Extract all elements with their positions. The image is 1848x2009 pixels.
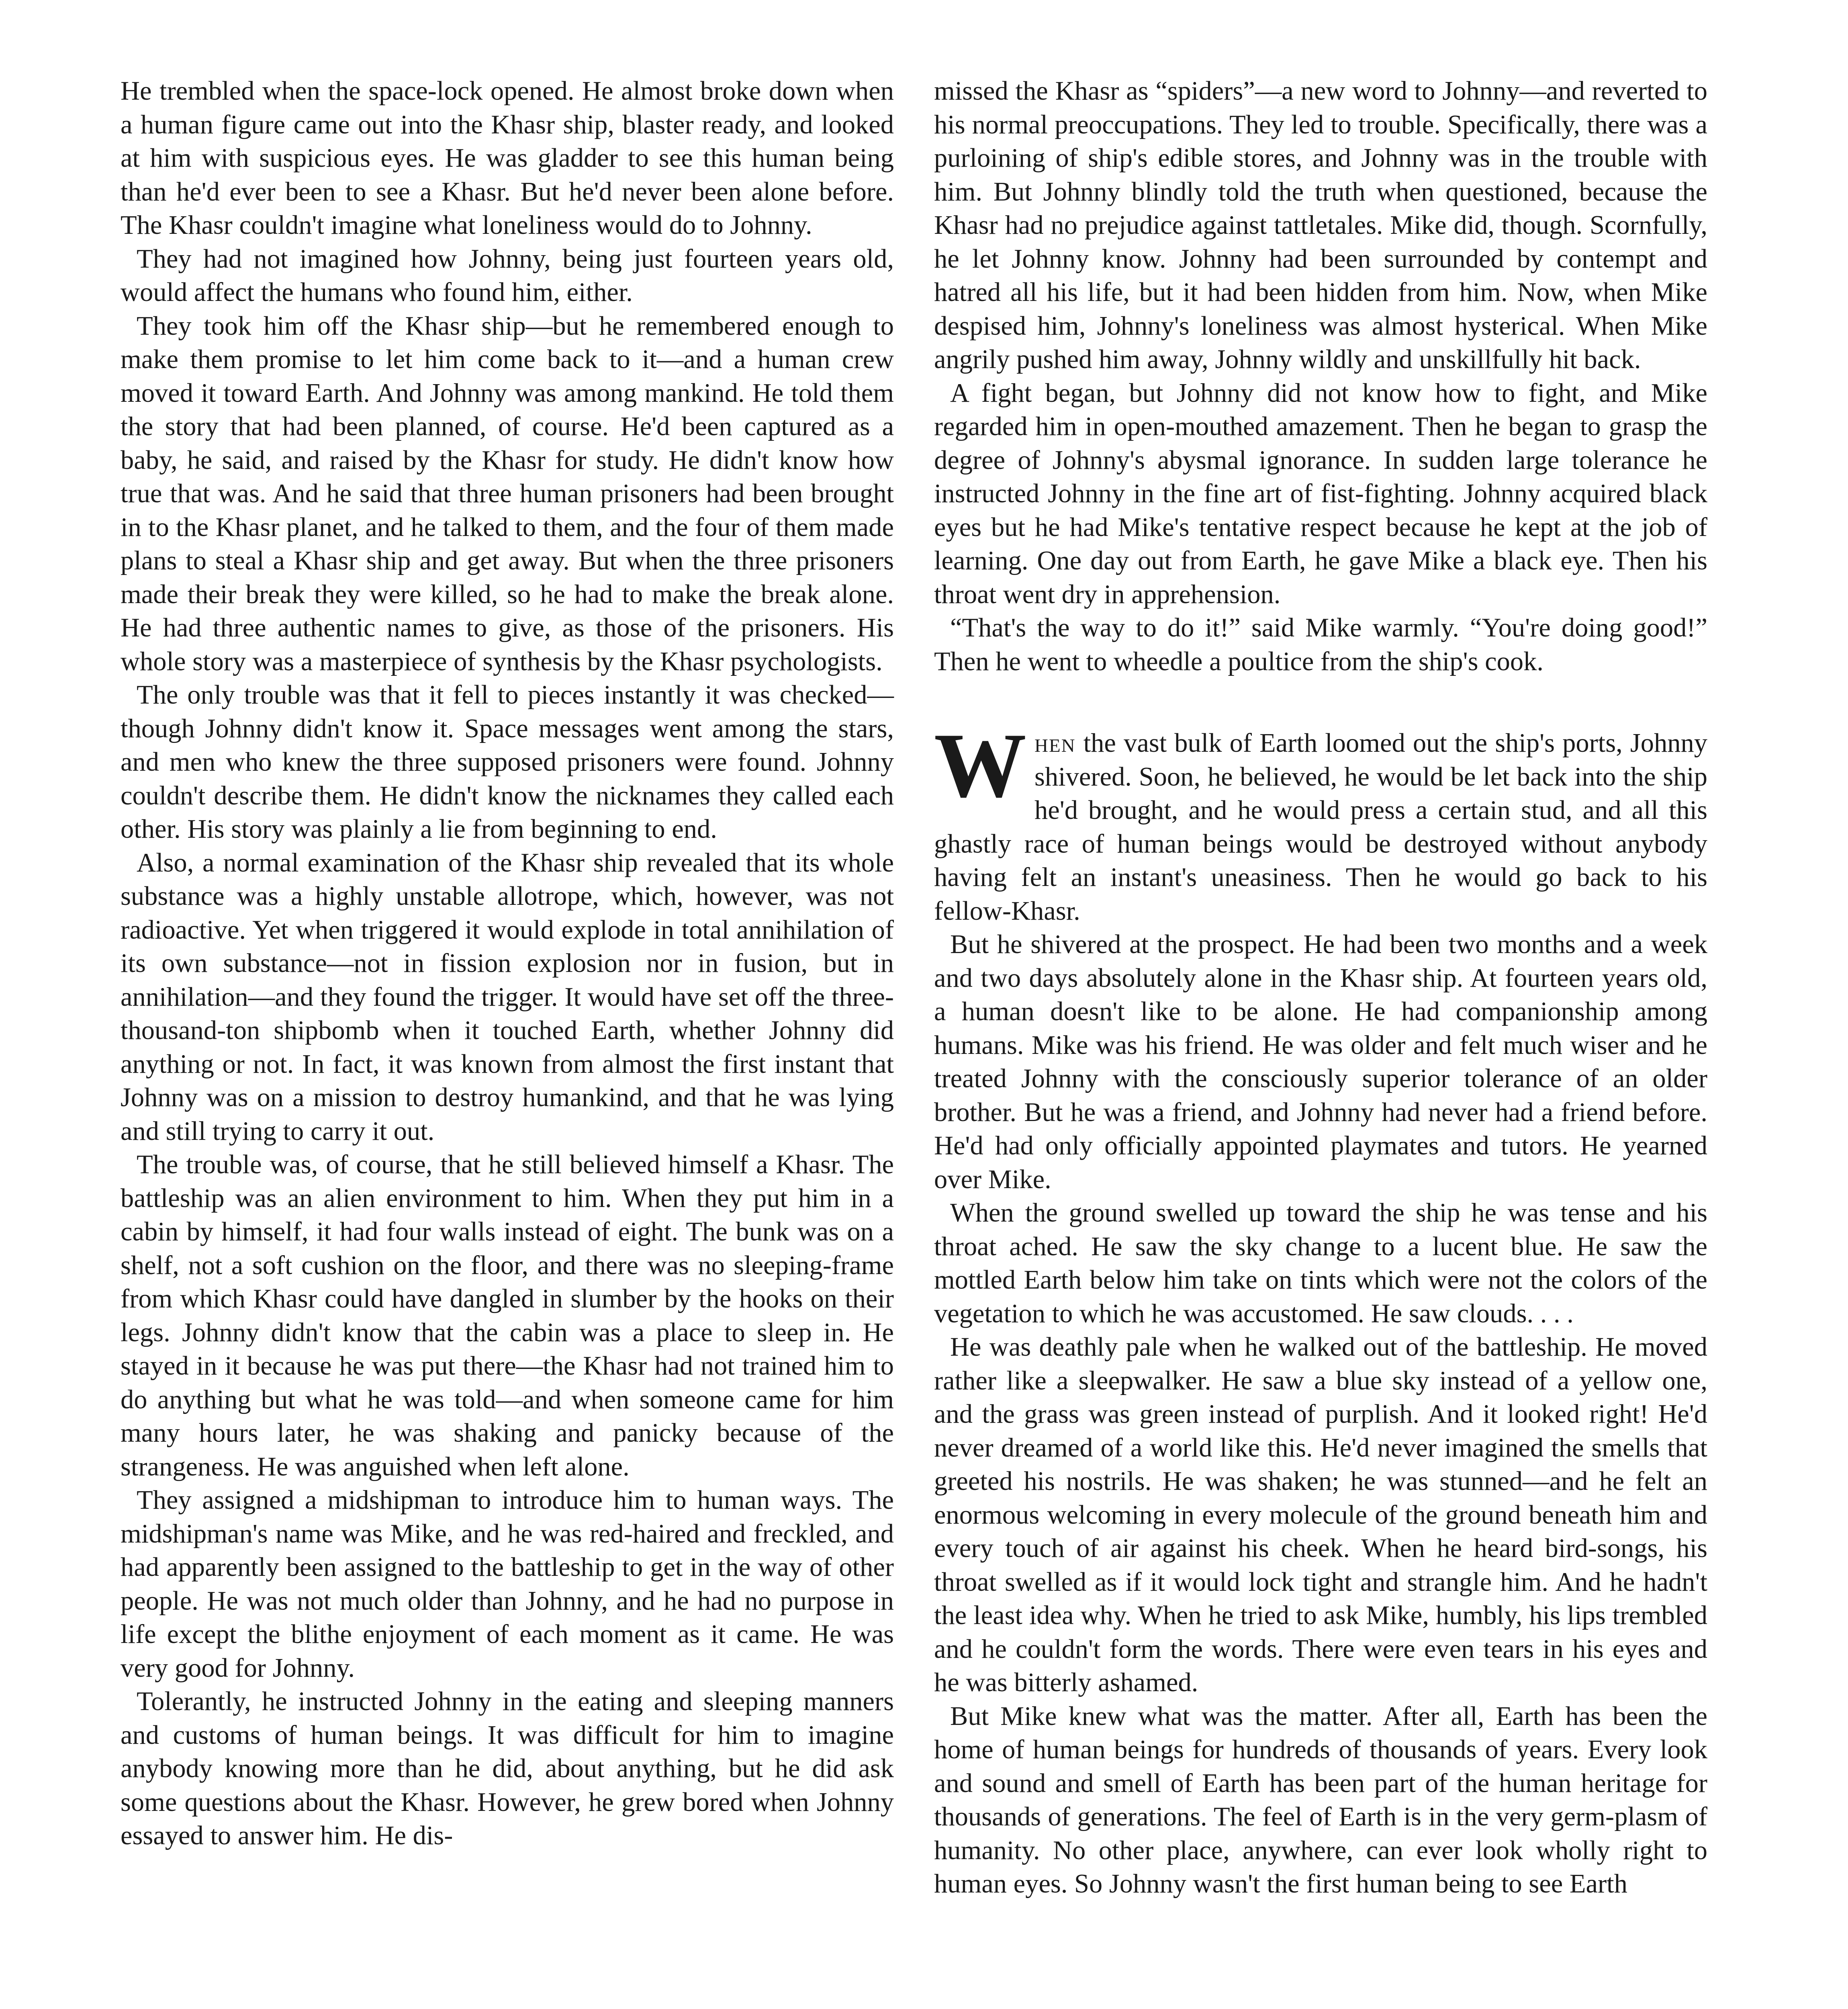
- paragraph: Also, a normal examination of the Khasr ship revealed that its whole substance was a highly unstable allotrope, which, however, was not radioactive. Yet when triggered it would explode in total annihilation of its own substance—not in fission explosion nor in fusion, but in annihilation—and they found the trigger. It would have set off the three-thousand-ton shipbomb when it touched Earth, whether Johnny did anything or not. In fact, it was known from almost the first instant that Johnny was on a mission to destroy humankind, and that he was lying and still trying to carry it out.: [121, 848, 894, 1146]
- section-break: [934, 678, 1707, 726]
- paragraph: But he shivered at the prospect. He had been two months and a week and two days absolutely alone in the Khasr ship. At fourteen years old, a human doesn't like to be alone. He had companionship among humans. Mike was his friend. He was older and felt much wiser and he treated Johnny with the consciously superior tolerance of an older brother. But he was a friend, and Johnny had never had a friend before. He'd had only officially appointed playmates and tutors. He yearned over Mike.: [934, 930, 1707, 1194]
- paragraph: Tolerantly, he instructed Johnny in the eating and sleeping manners and customs of human beings. It was difficult for him to imagine anybody knowing more than he did, about anything, but he did ask some questions about the Khasr. However, he grew bored when Johnny essayed to answer him. He dis-: [121, 1687, 894, 1850]
- left-column: [121, 74, 894, 1853]
- paragraph: They had not imagined how Johnny, being just fourteen years old, would affect the humans who found him, either.: [121, 244, 894, 307]
- paragraph: The trouble was, of course, that he still believed himself a Khasr. The battleship was an alien environment to him. When they put him in a cabin by himself, it had four walls instead of eight. The bunk was on a shelf, not a soft cushion on the floor, and there was no sleeping-frame from which Khasr could have dangled in slumber by the hooks on their legs. Johnny didn't know that the cabin was a place to sleep in. He stayed in it because he was put there—the Khasr had not trained him to do anything but what he was told—and when someone came for him many hours later, he was shaking and panicky because of the strangeness. He was anguished when left alone.: [121, 1150, 894, 1481]
- right-column: [934, 74, 1707, 1901]
- paragraph: The only trouble was that it fell to pieces instantly it was checked—though Johnny didn't know it. Space messages went among the stars, and men who knew the three supposed prisoners were found. Johnny couldn't describe them. He didn't know the nicknames they called each other. His story was plainly a lie from beginning to end.: [121, 680, 894, 844]
- paragraph: “That's the way to do it!” said Mike warmly. “You're doing good!” Then he went to wheedle a poultice from the ship's cook.: [934, 613, 1707, 676]
- dropcap-paragraph-text: the vast bulk of Earth loomed out the ship's ports, Johnny shivered. Soon, he believed, he would be let back into the ship he'd brought, and he would press a certain stud, and all this ghastly race of human beings would be destroyed without anybody having felt an instant's uneasiness. Then he would go back to his fellow-Khasr.: [934, 728, 1707, 926]
- drop-cap-letter: W: [934, 714, 1026, 816]
- paragraph: A fight began, but Johnny did not know how to fight, and Mike regarded him in open-mouthed amazement. Then he began to grasp the degree of Johnny's abysmal ignorance. In sudden large tolerance he instructed Johnny in the fine art of fist-fighting. Johnny acquired black eyes but he had Mike's tentative respect because he kept at the job of learning. One day out from Earth, he gave Mike a black eye. Then his throat went dry in apprehension.: [934, 378, 1707, 609]
- small-caps-lead: hen: [1034, 728, 1076, 758]
- paragraph: He was deathly pale when he walked out of the battleship. He moved rather like a sleepwalker. He saw a blue sky instead of a yellow one, and the grass was green instead of purplish. And it looked right! He'd never dreamed of a world like this. He'd never imagined the smells that greeted his nostrils. He was shaken; he was stunned—and he felt an enormous welcoming in every molecule of the ground beneath him and every touch of air against his cheek. When he heard bird-songs, his throat swelled as if it would lock tight and strangle him. And he hadn't the least idea why. When he tried to ask Mike, humbly, his lips trembled and he couldn't form the words. There were even tears in his eyes and he was bitterly ashamed.: [934, 1332, 1707, 1697]
- paragraph: They took him off the Khasr ship—but he remembered enough to make them promise to let him come back to it—and a human crew moved it toward Earth. And Johnny was among mankind. He told them the story that had been planned, of course. He'd been captured as a baby, he said, and raised by the Khasr for study. He didn't know how true that was. And he said that three human prisoners had been brought in to the Khasr planet, and he talked to them, and the four of them made plans to steal a Khasr ship and get away. But when the three prisoners made their break they were killed, so he had to make the break alone. He had three authentic names to give, as those of the prisoners. His whole story was a masterpiece of synthesis by the Khasr psychologists.: [121, 311, 894, 676]
- dropcap-paragraph: [934, 714, 1707, 928]
- paragraph: They assigned a midshipman to introduce him to human ways. The midshipman's name was Mike, and he was red-haired and freckled, and had apparently been assigned to the battleship to get in the way of other people. He was not much older than Johnny, and he had no purpose in life except the blithe enjoyment of each moment as it came. He was very good for Johnny.: [121, 1485, 894, 1683]
- paragraph: When the ground swelled up toward the ship he was tense and his throat ached. He saw the sky change to a lucent blue. He saw the mottled Earth below him take on tints which were not the colors of the vegetation to which he was accustomed. He saw clouds. . . .: [934, 1198, 1707, 1328]
- paragraph: missed the Khasr as “spiders”—a new word to Johnny—and reverted to his normal preoccupations. They led to trouble. Specifically, there was a purloining of ship's edible stores, and Johnny was in the trouble with him. But Johnny blindly told the truth when questioned, because the Khasr had no prejudice against tattletales. Mike did, though. Scornfully, he let Johnny know. Johnny had been surrounded by contempt and hatred all his life, but it had been hidden from him. Now, when Mike despised him, Johnny's loneliness was almost hysterical. When Mike angrily pushed him away, Johnny wildly and unskillfully hit back.: [934, 76, 1707, 374]
- paragraph: But Mike knew what was the matter. After all, Earth has been the home of human beings for hundreds of thousands of years. Every look and sound and smell of Earth has been part of the human heritage for thousands of generations. The feel of Earth is in the very germ-plasm of humanity. No other place, anywhere, can ever look wholly right to human eyes. So Johnny wasn't the first human being to see Earth: [934, 1701, 1707, 1899]
- paragraph: He trembled when the space-lock opened. He almost broke down when a human figure came out into the Khasr ship, blaster ready, and looked at him with suspicious eyes. He was gladder to see this human being than he'd ever been to see a Khasr. But he'd never been alone before. The Khasr couldn't imagine what loneliness would do to Johnny.: [121, 76, 894, 240]
